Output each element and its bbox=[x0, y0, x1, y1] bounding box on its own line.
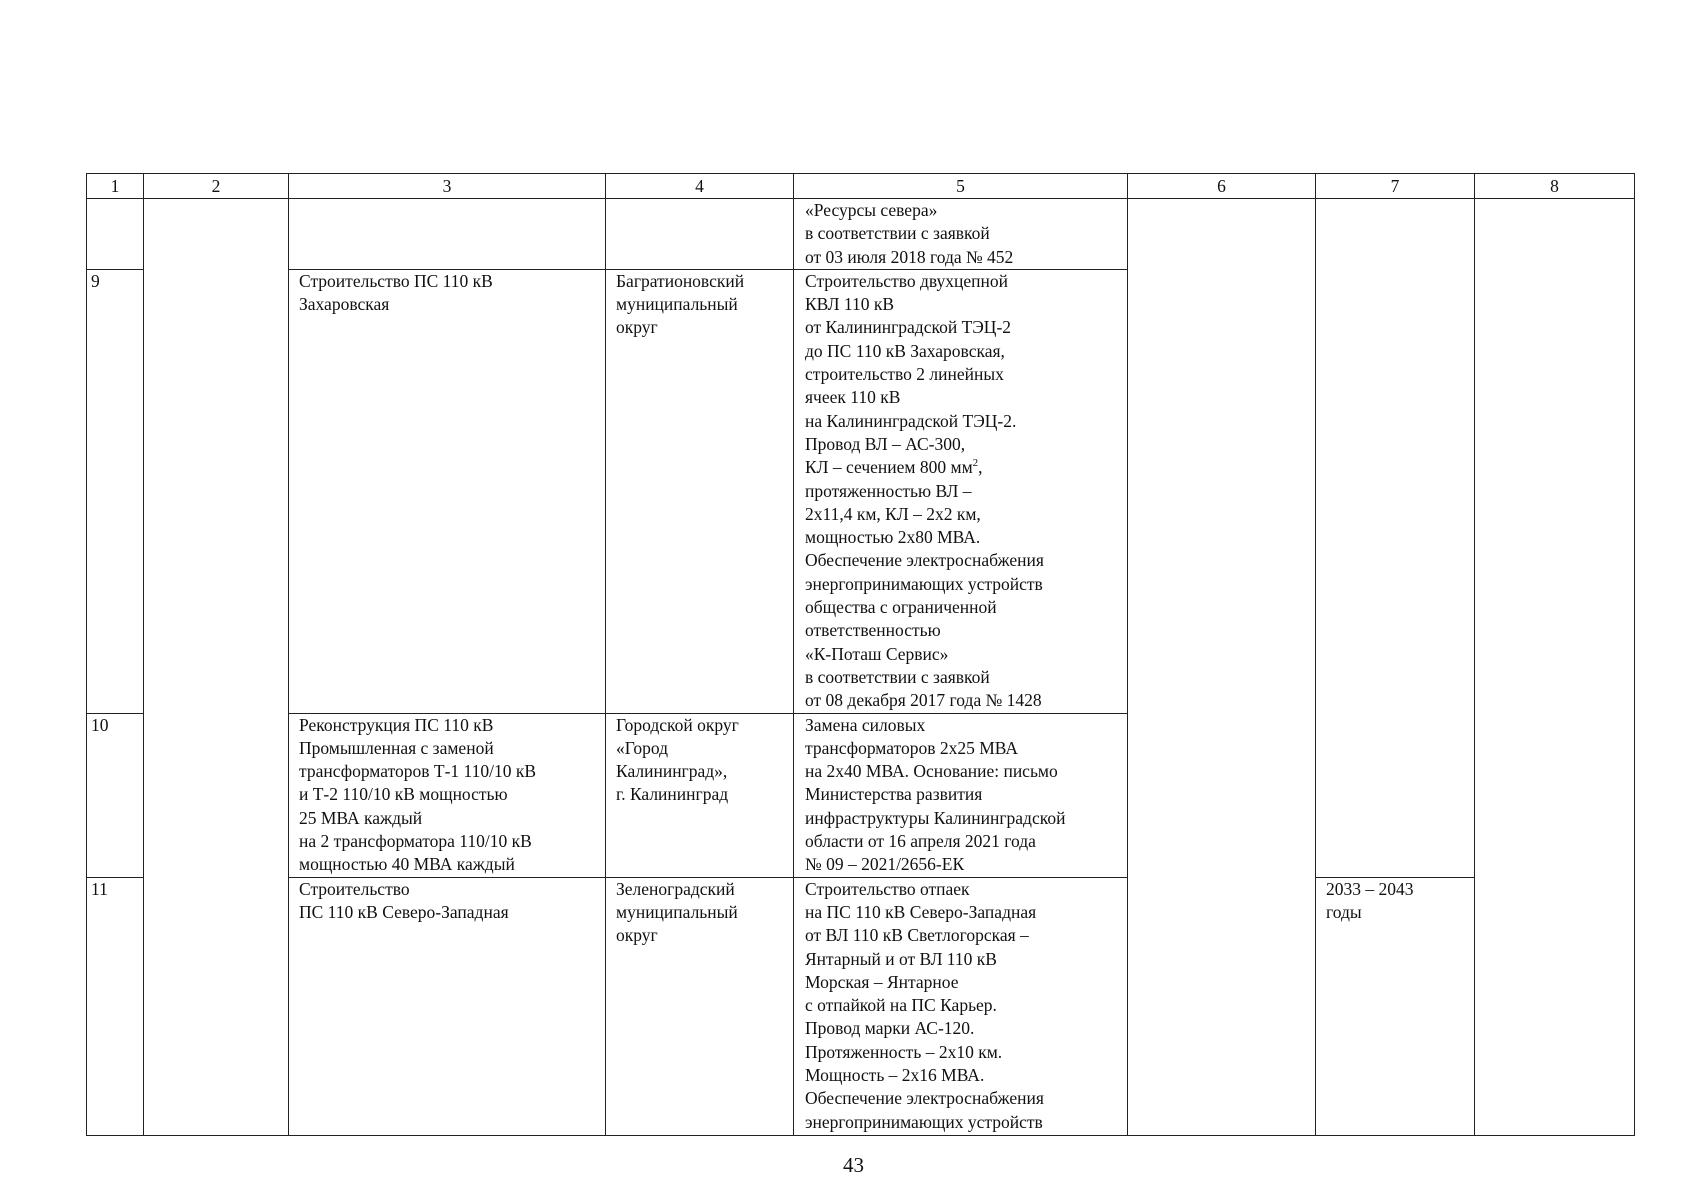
header-col-1: 1 bbox=[87, 174, 144, 199]
header-col-7: 7 bbox=[1316, 174, 1475, 199]
cell-location: Городской округ «Город Калининград», г. Калининград bbox=[606, 713, 794, 877]
cell-location bbox=[606, 199, 794, 270]
superscript-2: 2 bbox=[972, 457, 979, 470]
header-col-5: 5 bbox=[794, 174, 1128, 199]
header-col-2: 2 bbox=[144, 174, 289, 199]
cell-col8-merged bbox=[1475, 199, 1635, 1136]
cell-num bbox=[87, 199, 144, 270]
cell-object: Строительство ПС 110 кВ Северо-Западная bbox=[289, 877, 606, 1135]
table-row-continuation bbox=[87, 199, 1635, 270]
description-text-cont: , протяженностью ВЛ – 2х11,4 км, КЛ – 2х2 км, мощностью 2х80 МВА. Обеспечение электроснабжения энергопринимающих устройств общества с ограниченной ответственностью «К-Поташ Сервис» в соответствии с заявкой от 08 декабря 2017 года № 1428 bbox=[805, 457, 1044, 711]
cell-col7-merged bbox=[1316, 199, 1475, 878]
header-col-4: 4 bbox=[606, 174, 794, 199]
cell-col2-merged bbox=[144, 199, 289, 1136]
cell-description: Строительство отпаек на ПС 110 кВ Северо-Западная от ВЛ 110 кВ Светлогорская – Янтарный и от ВЛ 110 кВ Морская – Янтарное с отпайкой на ПС Карьер. Провод марки АС-120. Протяженность – 2х10 км. Мощность – 2х16 МВА. Обеспечение электроснабжения энергопринимающих устройств bbox=[794, 877, 1128, 1135]
cell-num: 9 bbox=[87, 269, 144, 713]
cell-description: «Ресурсы севера» в соответствии с заявкой от 03 июля 2018 года № 452 bbox=[794, 199, 1128, 270]
cell-period: 2033 – 2043 годы bbox=[1316, 877, 1475, 1135]
cell-description: Замена силовых трансформаторов 2х25 МВА на 2х40 МВА. Основание: письмо Министерства развития инфраструктуры Калининградской области от 16 апреля 2021 года № 09 – 2021/2656-ЕК bbox=[794, 713, 1128, 877]
cell-object: Реконструкция ПС 110 кВ Промышленная с заменой трансформаторов Т-1 110/10 кВ и Т-2 110/10 кВ мощностью 25 МВА каждый на 2 трансформатора 110/10 кВ мощностью 40 МВА каждый bbox=[289, 713, 606, 877]
cell-col6-merged bbox=[1128, 199, 1316, 1136]
cell-location: Зеленоградский муниципальный округ bbox=[606, 877, 794, 1135]
description-text: Строительство двухцепной КВЛ 110 кВ от Калининградской ТЭЦ-2 до ПС 110 кВ Захаровская, строительство 2 линейных ячеек 110 кВ на Калининградской ТЭЦ-2. Провод ВЛ – АС-300, КЛ – сечением 800 мм bbox=[805, 270, 1017, 478]
page-number: 43 bbox=[843, 1153, 864, 1177]
header-col-8: 8 bbox=[1475, 174, 1635, 199]
data-table bbox=[86, 173, 1635, 1136]
table-row bbox=[87, 877, 1635, 1135]
header-col-3: 3 bbox=[289, 174, 606, 199]
cell-object bbox=[289, 199, 606, 270]
cell-description bbox=[794, 269, 1128, 713]
cell-location: Багратионовский муниципальный округ bbox=[606, 269, 794, 713]
header-col-6: 6 bbox=[1128, 174, 1316, 199]
cell-num: 10 bbox=[87, 713, 144, 877]
cell-object: Строительство ПС 110 кВ Захаровская bbox=[289, 269, 606, 713]
cell-num: 11 bbox=[87, 877, 144, 1135]
header-row bbox=[87, 174, 1635, 199]
